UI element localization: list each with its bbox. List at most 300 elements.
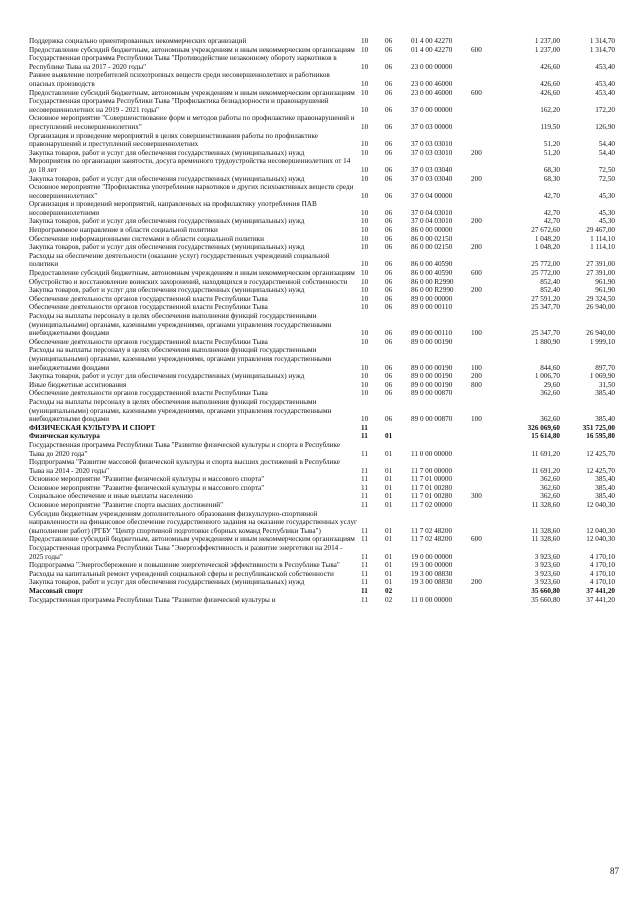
table-row: [29, 46, 615, 55]
row-subsection: 06: [385, 389, 393, 398]
row-amount-year1: 1 237,00: [534, 37, 560, 45]
row-target-article: 11 7 01 00280: [411, 483, 453, 492]
row-amount-year2: 453,40: [595, 88, 615, 97]
row-section: 11: [361, 552, 368, 561]
row-subsection: 06: [385, 45, 393, 54]
row-section: 10: [361, 389, 369, 398]
row-name: Закупка товаров, работ и услуг для обеспечения государственных (муниципальных) нужд: [29, 174, 305, 183]
table-row: [29, 252, 615, 269]
row-target-article: 86 0 00 02150: [411, 234, 453, 243]
row-section: 10: [361, 37, 369, 45]
row-name: Государственная программа Республики Тыва "Развитие физической культуры и спорта в Республике Тыва до 2020 года": [29, 440, 341, 458]
row-section: 10: [361, 380, 369, 389]
row-subsection: 01: [385, 449, 393, 458]
row-amount-year1: 362,60: [540, 492, 560, 501]
row-subsection: 01: [385, 561, 393, 570]
row-section: 11: [361, 501, 368, 510]
row-subsection: 06: [385, 122, 393, 131]
row-amount-year2: 1 999,10: [589, 337, 615, 346]
row-amount-year1: 11 328,60: [531, 526, 560, 535]
row-target-article: 86 0 00 40590: [411, 260, 453, 269]
row-name: Субсидии бюджетным учреждениям дополнительного образования физкультурно-спортивной направленности на финансовое обеспечение государственного задания на оказание государственных услуг (выполнение работ) (РГБУ "Центр спортивной подготовки сборных команд Республики Тыва"): [29, 509, 357, 535]
row-expense-type: [471, 132, 505, 149]
page-number: 87: [610, 866, 619, 876]
row-section: 10: [361, 122, 369, 131]
row-amount-year1: 1 006,70: [534, 372, 560, 381]
row-expense-type: [471, 389, 505, 398]
row-amount-year1: 1 880,90: [534, 337, 560, 346]
row-expense-type: [471, 338, 505, 347]
table-row: [29, 338, 615, 347]
row-name: Закупка товаров, работ и услуг для обеспечения государственных (муниципальных) нужд: [29, 372, 305, 381]
row-amount-year1: 426,60: [540, 79, 560, 88]
table-row: [29, 596, 615, 605]
row-amount-year2: 45,30: [598, 208, 615, 217]
row-subsection: 01: [385, 578, 393, 587]
table-row: [29, 269, 615, 278]
row-amount-year1: 42,70: [543, 191, 560, 200]
row-subsection: 06: [385, 217, 393, 226]
row-amount-year1: 362,60: [540, 483, 560, 492]
row-expense-type: 100: [471, 363, 482, 372]
table-row: [29, 510, 615, 536]
row-target-article: 89 0 00 00000: [411, 294, 453, 303]
row-subsection: 06: [385, 79, 393, 88]
row-amount-year1: 844,60: [540, 363, 560, 372]
row-amount-year2: 126,90: [595, 122, 615, 131]
table-row: [29, 484, 615, 493]
row-amount-year1: 25 772,00: [531, 269, 560, 278]
row-amount-year2: 1 069,90: [589, 372, 615, 381]
row-target-article: 11 0 00 00000: [411, 595, 453, 604]
row-target-article: 89 0 00 00110: [411, 329, 453, 338]
row-name: Закупка товаров, работ и услуг для обеспечения государственных (муниципальных) нужд: [29, 578, 305, 587]
row-target-article: 23 0 00 46000: [411, 79, 453, 88]
row-amount-year1: 119,50: [540, 122, 560, 131]
table-row: [29, 71, 615, 88]
row-target-article: 19 3 00 00000: [411, 561, 453, 570]
row-expense-type: 200: [471, 578, 482, 587]
row-name: Поддержка социально ориентированных некоммерческих организаций: [29, 37, 247, 45]
row-amount-year2: 385,40: [595, 483, 615, 492]
row-subsection: 06: [385, 148, 393, 157]
row-amount-year1: 362,60: [540, 415, 560, 424]
row-expense-type: [471, 71, 505, 88]
row-name: Организация и проведение мероприятий в целях совершенствования работы по профилактике правонарушений и преступлений несовершеннолетних: [29, 131, 318, 149]
row-target-article: 89 0 00 00190: [411, 372, 453, 381]
row-subsection: 02: [385, 587, 393, 595]
table-row: [29, 398, 615, 424]
row-subsection: 06: [385, 277, 393, 286]
row-amount-year2: 27 391,00: [586, 269, 615, 278]
row-amount-year2: 45,30: [598, 217, 615, 226]
table-row: [29, 475, 615, 484]
row-amount-year2: 26 940,00: [586, 303, 615, 312]
row-subsection: 06: [385, 105, 393, 114]
row-section: 10: [361, 415, 369, 424]
row-section: 10: [361, 208, 369, 217]
row-section: 11: [361, 492, 368, 501]
row-expense-type: [471, 475, 505, 484]
row-target-article: 19 3 00 08830: [411, 578, 453, 587]
table-row: [29, 183, 615, 200]
row-subsection: 01: [385, 483, 393, 492]
row-section: 10: [361, 277, 369, 286]
row-target-article: 11 7 01 00000: [411, 475, 453, 484]
table-row: [29, 561, 615, 570]
row-amount-year1: 362,60: [540, 389, 560, 398]
row-amount-year1: 68,30: [543, 165, 560, 174]
row-subsection: 06: [385, 415, 393, 424]
row-amount-year1: 15 614,80: [531, 432, 560, 441]
row-subsection: 06: [385, 286, 393, 295]
row-expense-type: [471, 570, 505, 579]
table-row: [29, 132, 615, 149]
row-section: 10: [361, 286, 369, 295]
row-amount-year2: 385,40: [595, 415, 615, 424]
table-row: [29, 217, 615, 226]
row-amount-year1: 25 347,70: [531, 303, 560, 312]
row-expense-type: [471, 252, 505, 269]
row-target-article: 11 7 02 48200: [411, 535, 453, 544]
row-section: 10: [361, 372, 369, 381]
row-amount-year1: 852,40: [540, 277, 560, 286]
table-row: [29, 200, 615, 217]
row-name: Расходы на обеспечение деятельности (оказание услуг) государственных учреждений социальной политики: [29, 251, 330, 269]
row-section: 10: [361, 105, 369, 114]
row-expense-type: [471, 424, 505, 433]
row-amount-year2: 12 040,30: [586, 535, 615, 544]
row-subsection: 02: [385, 595, 393, 604]
row-section: 11: [361, 535, 368, 544]
row-amount-year2: 12 425,70: [586, 449, 615, 458]
row-name: Физическая культура: [29, 432, 100, 441]
row-expense-type: [471, 54, 505, 71]
row-expense-type: [471, 544, 505, 561]
row-amount-year1: 11 691,20: [531, 449, 560, 458]
row-amount-year1: 42,70: [543, 208, 560, 217]
row-name: Обеспечение деятельности органов государственной власти Республики Тыва: [29, 294, 268, 303]
row-name: Обеспечение деятельности органов государственной власти Республики Тыва: [29, 389, 268, 398]
row-section: 10: [361, 79, 369, 88]
row-subsection: 01: [385, 569, 393, 578]
row-subsection: 06: [385, 363, 393, 372]
row-name: Предоставление субсидий бюджетным, автономным учреждениям и иным некоммерческим организациям: [29, 269, 355, 278]
row-expense-type: [471, 561, 505, 570]
row-amount-year1: 1 048,20: [534, 243, 560, 252]
row-section: 11: [361, 561, 368, 570]
row-name: Государственная программа Республики Тыва "Развитие физической культуры и: [29, 595, 276, 604]
row-subsection: 06: [385, 226, 393, 235]
row-subsection: 01: [385, 501, 393, 510]
row-name: Предоставление субсидий бюджетным, автономным учреждениям и иным некоммерческим организациям: [29, 535, 355, 544]
budget-table-page: [29, 37, 615, 604]
row-amount-year1: 68,30: [543, 174, 560, 183]
row-name: Социальное обеспечение и иные выплаты населению: [29, 492, 193, 501]
table-row: [29, 544, 615, 561]
row-name: Расходы на выплаты персоналу в целях обеспечения выполнения функций государственными (муниципальными) органами, казенными учреждениями, органами управления государственными внебюджетными фондами: [29, 397, 332, 424]
row-target-article: 37 0 03 00000: [411, 122, 453, 131]
row-section: 10: [361, 294, 369, 303]
table-row: [29, 381, 615, 390]
row-target-article: 37 0 03 03040: [411, 174, 453, 183]
row-name: Закупка товаров, работ и услуг для обеспечения государственных (муниципальных) нужд: [29, 243, 305, 252]
row-expense-type: [471, 157, 505, 174]
row-expense-type: 200: [471, 217, 482, 226]
row-expense-type: [471, 295, 505, 304]
row-name: Государственная программа Республики Тыва "Профилактика безнадзорности и правонарушений несовершеннолетних на 2019 - 2021 годы": [29, 97, 329, 114]
row-name: Обустройство и восстановление воинских захоронений, находящихся в государственной собственности: [29, 277, 348, 286]
row-subsection: 06: [385, 208, 393, 217]
row-amount-year2: 37 441,20: [586, 587, 615, 595]
row-target-article: 37 0 00 00000: [411, 105, 453, 114]
row-target-article: 86 0 00 00000: [411, 226, 453, 235]
row-amount-year2: 385,40: [595, 492, 615, 501]
row-amount-year2: 26 940,00: [586, 329, 615, 338]
row-expense-type: 800: [471, 380, 482, 389]
row-subsection: 06: [385, 243, 393, 252]
row-section: 10: [361, 226, 369, 235]
table-row: [29, 458, 615, 475]
row-amount-year1: 51,20: [543, 140, 560, 149]
row-amount-year2: 29 324,50: [586, 294, 615, 303]
row-amount-year2: 1 114,10: [590, 243, 615, 252]
row-name: Основное мероприятие "Совершенствование форм и методов работы по профилактике правонарушений и преступлений несовершеннолетних": [29, 114, 355, 131]
row-target-article: 01 4 00 42270: [411, 37, 453, 45]
row-subsection: 01: [385, 526, 393, 535]
row-target-article: 89 0 00 00870: [411, 415, 453, 424]
row-subsection: 01: [385, 475, 393, 484]
row-expense-type: 100: [471, 329, 482, 338]
table-row: [29, 570, 615, 579]
row-amount-year1: 852,40: [540, 286, 560, 295]
row-subsection: 06: [385, 372, 393, 381]
row-amount-year1: 11 328,60: [531, 501, 560, 510]
row-expense-type: [471, 510, 505, 536]
row-section: 11: [361, 449, 368, 458]
row-expense-type: [471, 441, 505, 458]
row-target-article: 11 7 02 48200: [411, 526, 453, 535]
row-name: Подпрограмма "Энергосбережение и повышение энергетической эффективности в Республике Тыва": [29, 561, 340, 570]
row-amount-year2: 12 040,30: [586, 526, 615, 535]
row-subsection: 06: [385, 337, 393, 346]
row-name: Государственная программа Республики Тыва "Противодействие незаконному обороту наркотиков в Республике Тыва на 2017 - 2020 годы": [29, 54, 337, 71]
row-expense-type: [471, 458, 505, 475]
row-amount-year1: 426,60: [540, 88, 560, 97]
row-target-article: 89 0 00 00110: [411, 303, 453, 312]
table-row: [29, 37, 615, 46]
row-name: Расходы на капитальный ремонт учреждений социальной сферы и республиканской собственности: [29, 569, 334, 578]
row-amount-year1: 51,20: [543, 148, 560, 157]
row-target-article: [411, 432, 471, 441]
row-target-article: [411, 424, 471, 433]
row-expense-type: 200: [471, 174, 482, 183]
row-section: 11: [361, 475, 368, 484]
row-amount-year1: 1 237,00: [534, 45, 560, 54]
row-target-article: 86 0 00 R2990: [411, 277, 454, 286]
row-name: ФИЗИЧЕСКАЯ КУЛЬТУРА И СПОРТ: [29, 423, 156, 432]
table-row: [29, 389, 615, 398]
table-row: [29, 303, 615, 312]
row-subsection: 06: [385, 165, 393, 174]
row-expense-type: 200: [471, 286, 482, 295]
row-section: 10: [361, 243, 369, 252]
row-expense-type: 100: [471, 415, 482, 424]
row-section: 10: [361, 88, 369, 97]
row-target-article: 23 0 00 00000: [411, 62, 453, 71]
row-amount-year2: 1 314,70: [589, 45, 615, 54]
row-target-article: 11 7 01 00280: [411, 492, 453, 501]
row-amount-year2: 1 114,10: [590, 234, 615, 243]
row-amount-year2: 12 040,30: [586, 501, 615, 510]
row-amount-year1: 25 347,70: [531, 329, 560, 338]
row-section: 11: [361, 466, 368, 475]
row-subsection: 06: [385, 260, 393, 269]
row-expense-type: [471, 596, 505, 605]
row-name: Непрограммное направление в области социальной политики: [29, 226, 218, 235]
row-name: Мероприятия по организации занятости, досуга временного трудоустройства несовершеннолетних от 14 до 18 лет: [29, 157, 351, 174]
row-name: Основное мероприятие "Профилактика употребления наркотиков и других психоактивных веществ среди несовершеннолетних": [29, 183, 354, 200]
row-section: 10: [361, 217, 369, 226]
row-amount-year1: 3 923,60: [534, 552, 560, 561]
row-target-article: 89 0 00 00190: [411, 337, 453, 346]
row-subsection: [385, 424, 411, 433]
row-target-article: 89 0 00 00190: [411, 380, 453, 389]
row-subsection: 06: [385, 380, 393, 389]
row-amount-year2: 961,90: [595, 277, 615, 286]
row-name: Обеспечение информационными системами в области социальной политики: [29, 234, 265, 243]
row-target-article: 37 0 03 03040: [411, 165, 453, 174]
row-amount-year2: 1 314,70: [589, 37, 615, 45]
row-target-article: 37 0 03 03010: [411, 148, 453, 157]
row-expense-type: 200: [471, 243, 482, 252]
row-subsection: 06: [385, 140, 393, 149]
row-amount-year2: 12 425,70: [586, 466, 615, 475]
row-expense-type: 200: [471, 148, 482, 157]
row-subsection: 06: [385, 37, 393, 45]
row-name: Массовый спорт: [29, 587, 83, 595]
row-amount-year2: 385,40: [595, 475, 615, 484]
row-expense-type: [471, 303, 505, 312]
table-row: [29, 114, 615, 131]
row-target-article: 11 7 02 00000: [411, 501, 453, 510]
row-subsection: 01: [385, 466, 393, 475]
table-row: [29, 535, 615, 544]
table-row: [29, 235, 615, 244]
row-expense-type: [471, 587, 505, 596]
table-row: [29, 295, 615, 304]
row-amount-year1: 3 923,60: [534, 578, 560, 587]
row-amount-year2: 37 441,20: [586, 595, 615, 604]
row-name: Обеспечение деятельности органов государственной власти Республики Тыва: [29, 303, 268, 312]
row-subsection: 06: [385, 174, 393, 183]
table-row: [29, 175, 615, 184]
row-amount-year2: 54,40: [598, 140, 615, 149]
row-section: 10: [361, 234, 369, 243]
row-amount-year1: 27 672,60: [531, 226, 560, 235]
table-row: [29, 226, 615, 235]
row-subsection: 06: [385, 269, 393, 278]
row-section: 10: [361, 148, 369, 157]
table-row: [29, 157, 615, 174]
row-amount-year1: 27 591,20: [531, 294, 560, 303]
row-expense-type: [471, 114, 505, 131]
row-section: 11: [361, 578, 368, 587]
row-amount-year1: 11 328,60: [531, 535, 560, 544]
table-row: [29, 278, 615, 287]
row-subsection: 06: [385, 234, 393, 243]
row-name: Основное мероприятие "Развитие физической культуры и массового спорта": [29, 483, 265, 492]
row-target-article: 86 0 00 R2990: [411, 286, 454, 295]
row-target-article: 23 0 00 46000: [411, 88, 453, 97]
row-amount-year1: 3 923,60: [534, 561, 560, 570]
table-row: [29, 149, 615, 158]
row-amount-year1: 29,60: [543, 380, 560, 389]
row-target-article: 19 0 00 00000: [411, 552, 453, 561]
row-subsection: 06: [385, 62, 393, 71]
row-amount-year1: 11 691,20: [531, 466, 560, 475]
row-section: 10: [361, 62, 369, 71]
row-amount-year1: 25 772,00: [531, 260, 560, 269]
row-section: 10: [361, 191, 369, 200]
row-section: 11: [361, 526, 368, 535]
row-expense-type: [471, 278, 505, 287]
row-amount-year2: 172,20: [595, 105, 615, 114]
row-subsection: 01: [385, 552, 393, 561]
row-amount-year2: 961,90: [595, 286, 615, 295]
row-target-article: 37 0 04 00000: [411, 191, 453, 200]
row-target-article: 11 7 00 00000: [411, 466, 453, 475]
row-section: 10: [361, 363, 369, 372]
row-target-article: 86 0 00 02150: [411, 243, 453, 252]
row-expense-type: [471, 37, 505, 46]
row-target-article: 89 0 00 00190: [411, 363, 453, 372]
table-row: [29, 97, 615, 114]
table-row: [29, 312, 615, 338]
row-expense-type: 600: [471, 269, 482, 278]
row-name: Организация и проведений мероприятий, направленных на профилактику употребления ПАВ несовершеннолетними: [29, 200, 317, 217]
table-row: [29, 372, 615, 381]
row-name: Закупка товаров, работ и услуг для обеспечения государственных (муниципальных) нужд: [29, 148, 305, 157]
row-amount-year2: 897,70: [595, 363, 615, 372]
row-amount-year2: 453,40: [595, 79, 615, 88]
row-amount-year2: 27 391,00: [586, 260, 615, 269]
row-name: Государственная программа Республики Тыва "Энергоэффективность и развитие энергетики на 2014 - 2025 годы": [29, 544, 343, 561]
row-expense-type: [471, 484, 505, 493]
row-amount-year2: 4 170,10: [589, 552, 615, 561]
row-subsection: 06: [385, 329, 393, 338]
row-section: 11: [361, 432, 368, 441]
row-name: Основное мероприятие "Развитие физической культуры и массового спорта": [29, 475, 265, 484]
row-name: Расходы на выплаты персоналу в целях обеспечения выполнения функций государственными (муниципальными) органами, казенными учреждениями, органами управления государственными внебюджетными фондами: [29, 346, 332, 372]
table-row: [29, 424, 615, 433]
row-section: 11: [361, 423, 368, 432]
row-subsection: 01: [385, 535, 393, 544]
row-expense-type: 300: [471, 492, 482, 501]
row-amount-year2: 45,30: [598, 191, 615, 200]
row-subsection: 06: [385, 88, 393, 97]
budget-table-body: [29, 37, 615, 604]
row-name: Предоставление субсидий бюджетным, автономным учреждениям и иным некоммерческим организациям: [29, 88, 355, 97]
row-target-article: 89 0 00 00870: [411, 389, 453, 398]
row-expense-type: 200: [471, 372, 482, 381]
row-subsection: 01: [385, 492, 393, 501]
row-name: Подпрограмма "Развитие массовой физической культуры и спорта высших достижений в Республике Тыва на 2014 - 2020 годы": [29, 458, 340, 475]
row-name: Расходы на выплаты персоналу в целях обеспечения выполнения функций государственными (муниципальными) органами, казенными учреждениями, органами управления государственными внебюджетными фондами: [29, 312, 332, 338]
row-section: 10: [361, 174, 369, 183]
row-amount-year2: 4 170,10: [589, 569, 615, 578]
row-amount-year1: 1 048,20: [534, 234, 560, 243]
